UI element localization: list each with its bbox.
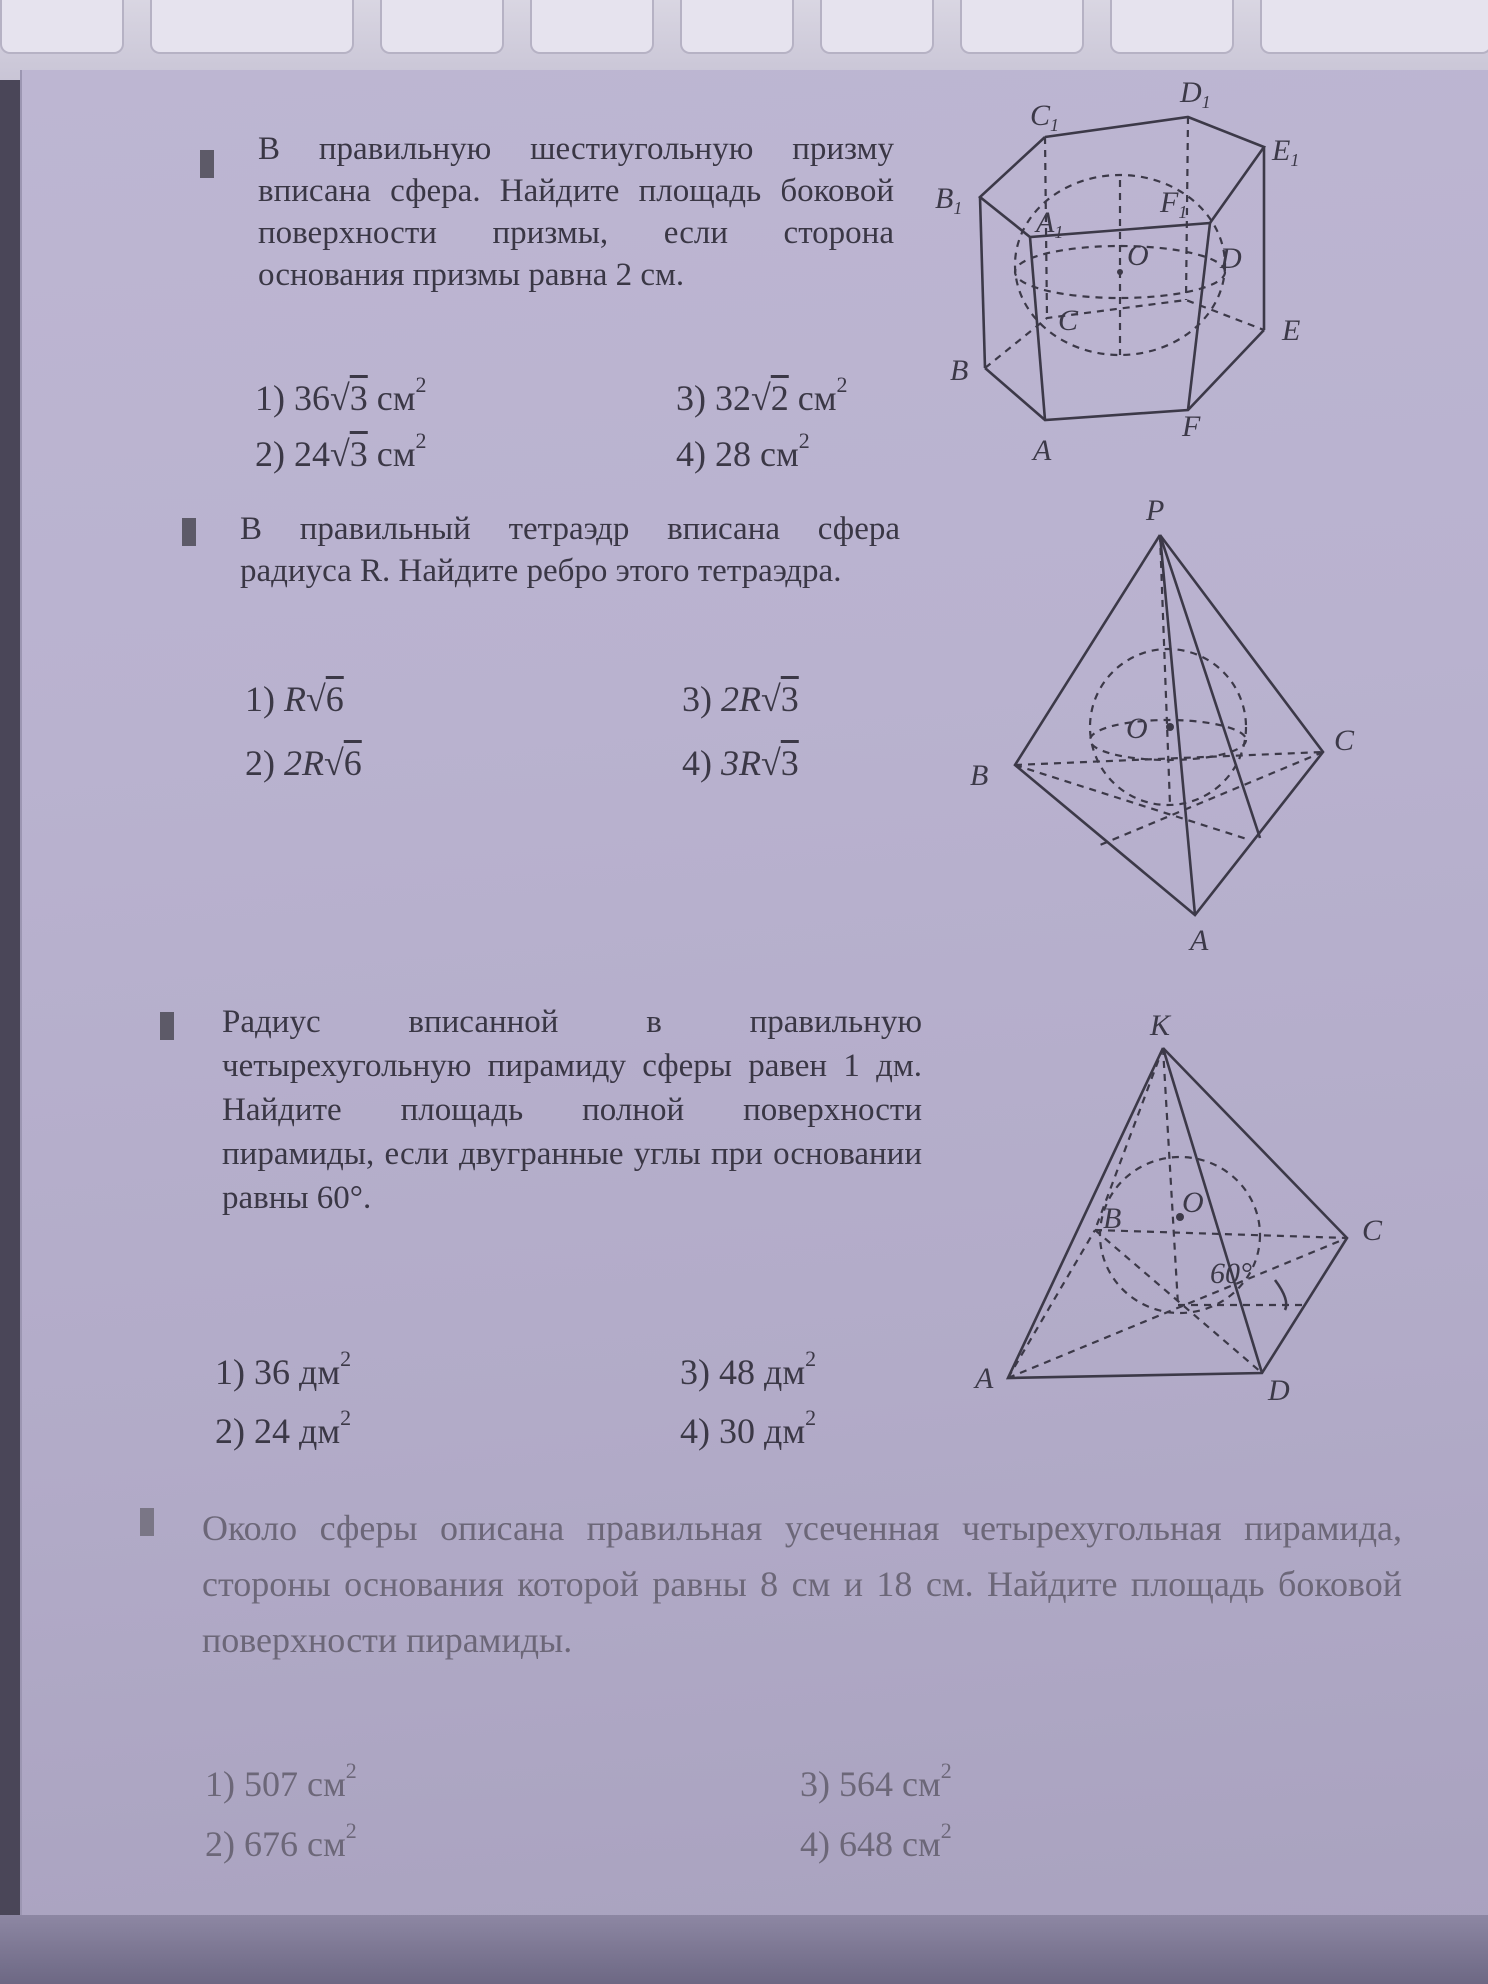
task-2-answer-1: 1) R√6 bbox=[245, 679, 344, 719]
task-4-text: Около сферы описана правильная усеченная четырехугольная пирамида, стороны основания которой равны 8 см и 18 см. Найдите площадь боковой поверхности пирамиды. bbox=[202, 1508, 1402, 1660]
vertex-label-e1: $E_1$ bbox=[1272, 134, 1300, 170]
task-2-answer-3: 3) 2R√3 bbox=[682, 679, 799, 719]
vertex-label-a: A bbox=[1033, 434, 1052, 467]
pyramid-diagonal bbox=[1008, 1238, 1347, 1378]
task-4-answer-4: 4) 648 $см^2$ bbox=[800, 1818, 952, 1864]
vertex-label-b: B bbox=[970, 759, 989, 792]
vertex-label-c: C bbox=[1058, 304, 1079, 337]
vertex-label-a: A bbox=[1190, 924, 1209, 957]
task-3-text: Радиус вписанной в правильную четырехугольную пирамиду сферы равен 1 дм. Найдите площадь полной поверхности пирамиды, если двугранные углы при основании равны 60°. bbox=[222, 1004, 922, 1216]
center-label-o: O bbox=[1127, 239, 1149, 272]
task-4-answer-2: 2) 676 $см^2$ bbox=[205, 1818, 357, 1864]
task-2-answer-2: 2) 2R√6 bbox=[245, 743, 362, 783]
task-2-answer-4: 4) 3R√3 bbox=[682, 743, 799, 783]
vertex-label-c: C bbox=[1334, 724, 1355, 757]
task-3-answer-3: 3) 48 $дм^2$ bbox=[680, 1346, 817, 1392]
vertex-label-f: F bbox=[1182, 410, 1201, 443]
task-marker bbox=[140, 1508, 154, 1536]
center-label-o: O bbox=[1182, 1186, 1204, 1219]
vertex-label-c1: $C_1$ bbox=[1030, 99, 1060, 135]
vertex-label-d1: $D_1$ bbox=[1180, 76, 1211, 112]
task-1-answer-1: 1) 36√3 $см^2$ bbox=[255, 372, 427, 418]
task-2-text: В правильный тетраэдр вписана сфера радиуса R. Найдите ребро этого тетраэдра. bbox=[240, 511, 900, 589]
pyramid-base-hidden bbox=[1008, 1230, 1095, 1378]
vertex-label-b: B bbox=[1103, 1202, 1122, 1235]
vertex-label-b: B bbox=[950, 354, 969, 387]
task-3-answer-4: 4) 30 $дм^2$ bbox=[680, 1405, 817, 1451]
pyramid-edge bbox=[1163, 1048, 1262, 1373]
vertex-label-d: D bbox=[1220, 242, 1242, 275]
vertex-label-d: D bbox=[1268, 1374, 1290, 1407]
center-label-o: O bbox=[1126, 712, 1148, 745]
task-1-answer-3: 3) 32√2 $см^2$ bbox=[676, 372, 848, 418]
task-1-answer-4: 4) 28 $см^2$ bbox=[676, 428, 810, 474]
vertex-label-a: A bbox=[975, 1362, 994, 1395]
task-3-answer-1: 1) 36 $дм^2$ bbox=[215, 1346, 352, 1392]
page-bottom-shadow bbox=[0, 1915, 1488, 1984]
vertex-label-b1: $B_1$ bbox=[935, 182, 963, 218]
vertex-label-p: P bbox=[1146, 494, 1165, 527]
task-4-answer-1: 1) 507 $см^2$ bbox=[205, 1758, 357, 1804]
task-3-answer-2: 2) 24 $дм^2$ bbox=[215, 1405, 352, 1451]
vertex-label-e: E bbox=[1282, 314, 1301, 347]
task-1-text: В правильную шестиугольную призму вписана сфера. Найдите площадь боковой поверхности призмы, если сторона основания призмы равна 2 см. bbox=[258, 131, 894, 293]
vertex-label-c: C bbox=[1362, 1214, 1383, 1247]
task-1-answer-2: 2) 24√3 $см^2$ bbox=[255, 428, 427, 474]
angle-label: 60° bbox=[1210, 1257, 1252, 1290]
vertex-label-k: K bbox=[1150, 1009, 1171, 1042]
vertex-label-a1: $A_1$ bbox=[1036, 206, 1064, 242]
vertex-label-f1: $F_1$ bbox=[1160, 186, 1188, 222]
task-4-answer-3: 3) 564 $см^2$ bbox=[800, 1758, 952, 1804]
